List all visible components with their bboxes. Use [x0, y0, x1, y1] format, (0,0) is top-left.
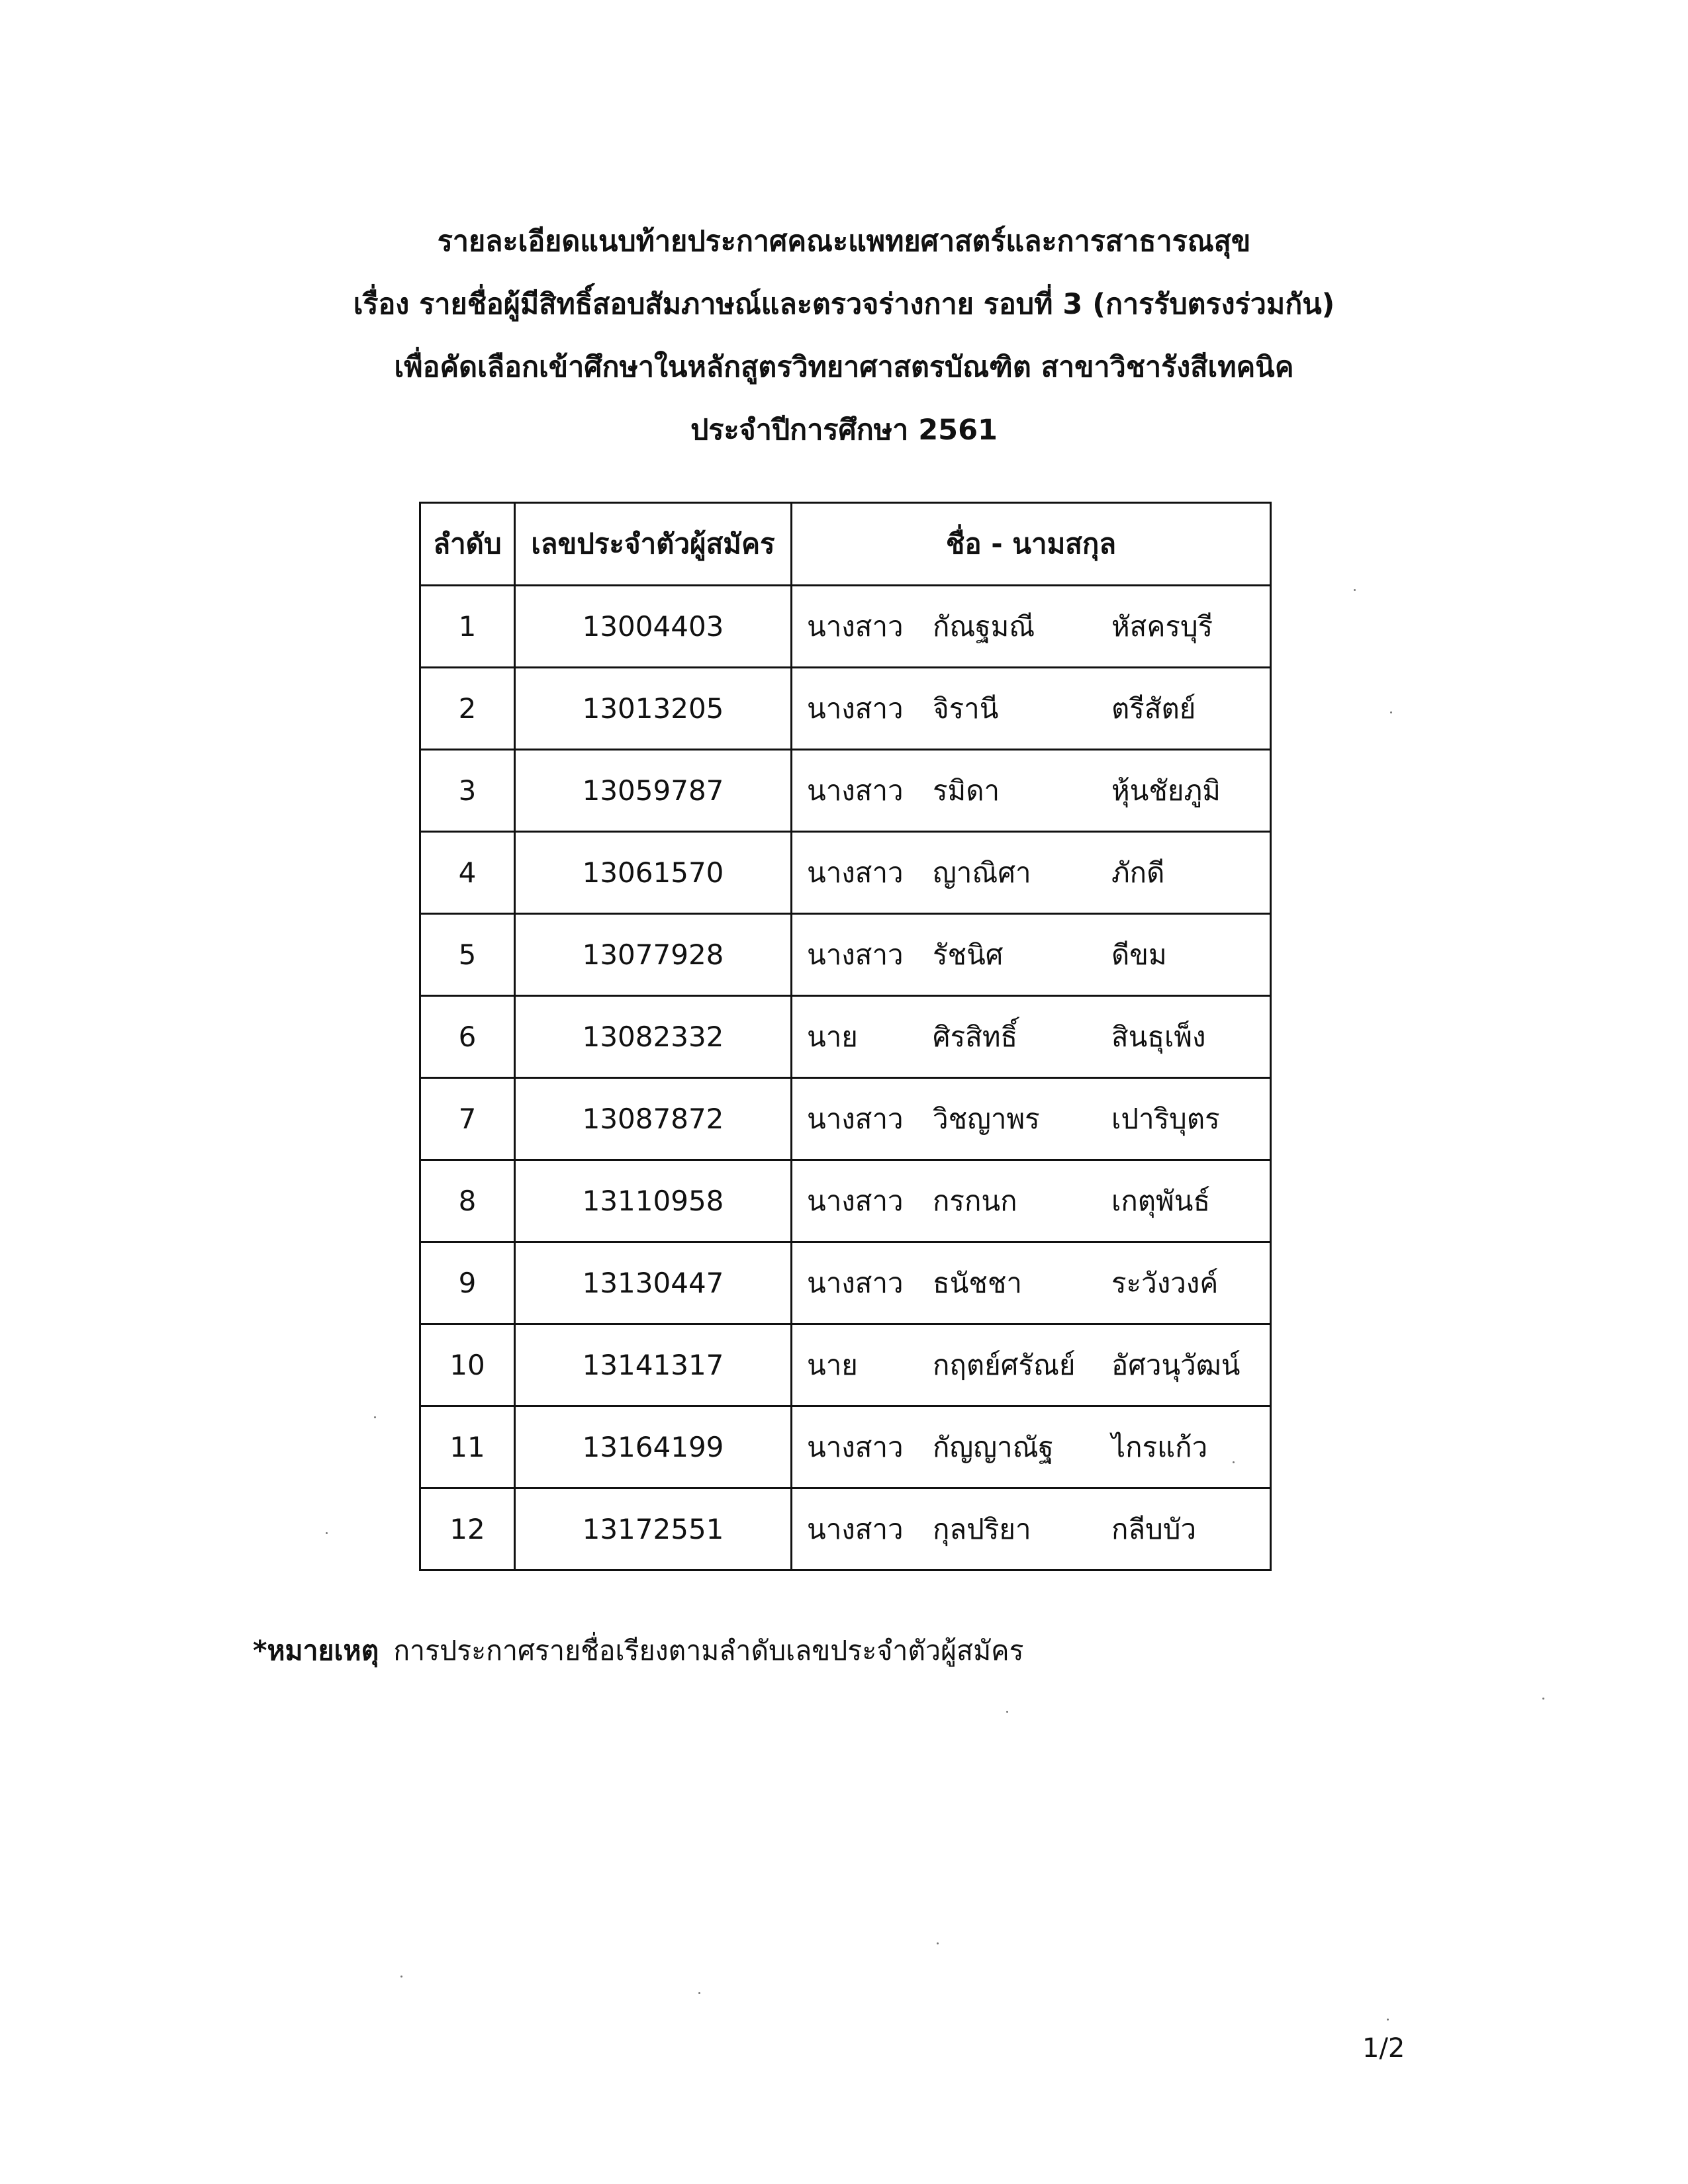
first-name: ศิรสิทธิ์: [933, 1020, 1018, 1053]
table-row: [420, 914, 1271, 996]
first-name: จิรานี: [933, 692, 999, 725]
table-row: [420, 668, 1271, 750]
first-name: ญาณิศา: [933, 856, 1031, 889]
row-applicant-id: 13130447: [515, 1242, 792, 1324]
row-order: 6: [420, 996, 515, 1078]
table-header-row: [420, 503, 1271, 586]
name-prefix: นางสาว: [807, 856, 904, 889]
last-name: ภักดี: [1111, 856, 1165, 889]
last-name: ตรีสัตย์: [1111, 692, 1196, 725]
row-name: [792, 914, 1271, 996]
table-row: [420, 1406, 1271, 1488]
document-heading: [0, 210, 1688, 462]
row-applicant-id: 13077928: [515, 914, 792, 996]
row-order: 2: [420, 668, 515, 750]
name-prefix: นางสาว: [807, 692, 904, 725]
row-name: [792, 750, 1271, 832]
scan-speck: [1387, 2019, 1389, 2021]
scan-speck: [326, 1532, 328, 1534]
name-prefix: นางสาว: [807, 1184, 904, 1217]
table-row: [420, 996, 1271, 1078]
table-row: [420, 1242, 1271, 1324]
table-row: [420, 1488, 1271, 1570]
first-name: กุลปริยา: [933, 1512, 1031, 1545]
first-name: รัชนิศ: [933, 938, 1004, 971]
row-applicant-id: 13110958: [515, 1160, 792, 1242]
scan-speck: [698, 1992, 700, 1994]
row-applicant-id: 13087872: [515, 1078, 792, 1160]
row-order: 4: [420, 832, 515, 914]
scan-speck: [1390, 711, 1392, 713]
first-name: รมิดา: [933, 774, 1000, 807]
table-row: [420, 832, 1271, 914]
name-prefix: นางสาว: [807, 610, 904, 643]
row-order: 5: [420, 914, 515, 996]
heading-line-3: เพื่อคัดเลือกเข้าศึกษาในหลักสูตรวิทยาศาสตรบัณฑิต สาขาวิชารังสีเทคนิค: [394, 351, 1294, 384]
last-name: กลีบบัว: [1111, 1512, 1197, 1545]
scan-speck: [937, 1942, 939, 1944]
name-prefix: นางสาว: [807, 1512, 904, 1545]
row-name: [792, 1406, 1271, 1488]
name-prefix: นาย: [807, 1348, 858, 1381]
row-order: 11: [420, 1406, 515, 1488]
name-prefix: นางสาว: [807, 1102, 904, 1135]
last-name: หัสครบุรี: [1111, 610, 1213, 643]
row-applicant-id: 13172551: [515, 1488, 792, 1570]
header-order: ลำดับ: [420, 503, 515, 586]
page-number: 1/2: [1362, 2033, 1405, 2064]
name-prefix: นาย: [807, 1020, 858, 1053]
candidate-table: [419, 502, 1272, 1571]
row-order: 7: [420, 1078, 515, 1160]
last-name: สินธุเพ็ง: [1111, 1020, 1206, 1053]
scan-speck: [1006, 1711, 1008, 1713]
table-row: [420, 1160, 1271, 1242]
heading-line-2: เรื่อง รายชื่อผู้มีสิทธิ์สอบสัมภาษณ์และตรวจร่างกาย รอบที่ 3 (การรับตรงร่วมกัน): [353, 288, 1335, 321]
header-name: ชื่อ - นามสกุล: [792, 503, 1271, 586]
table-row: [420, 750, 1271, 832]
scan-speck: [1354, 589, 1356, 591]
first-name: กรกนก: [933, 1184, 1017, 1217]
last-name: เปาริบุตร: [1111, 1102, 1220, 1135]
first-name: กัณฐมณี: [933, 610, 1035, 643]
last-name: ไกรแก้ว: [1111, 1430, 1208, 1463]
name-prefix: นางสาว: [807, 938, 904, 971]
first-name: ธนัชชา: [933, 1266, 1022, 1299]
row-applicant-id: 13061570: [515, 832, 792, 914]
last-name: อัศวนุวัฒน์: [1111, 1348, 1241, 1381]
last-name: หุ้นชัยภูมิ: [1111, 774, 1221, 807]
header-applicant-id: เลขประจำตัวผู้สมัคร: [515, 503, 792, 586]
first-name: วิชญาพร: [933, 1102, 1040, 1135]
row-applicant-id: 13141317: [515, 1324, 792, 1406]
row-name: [792, 1078, 1271, 1160]
row-name: [792, 586, 1271, 668]
name-prefix: นางสาว: [807, 1266, 904, 1299]
row-name: [792, 668, 1271, 750]
last-name: เกตุพันธ์: [1111, 1184, 1211, 1217]
name-prefix: นางสาว: [807, 1430, 904, 1463]
row-applicant-id: 13059787: [515, 750, 792, 832]
last-name: ระวังวงค์: [1111, 1266, 1219, 1299]
scan-speck: [1542, 1698, 1544, 1700]
heading-line-4: ประจำปีการศึกษา 2561: [690, 414, 998, 447]
footnote-text: การประกาศรายชื่อเรียงตามลำดับเลขประจำตัวผู้สมัคร: [393, 1635, 1024, 1666]
first-name: กฤตย์ศรัณย์: [933, 1348, 1076, 1381]
row-order: 3: [420, 750, 515, 832]
row-applicant-id: 13164199: [515, 1406, 792, 1488]
row-order: 1: [420, 586, 515, 668]
row-applicant-id: 13013205: [515, 668, 792, 750]
last-name: ดีขม: [1111, 938, 1167, 971]
table-row: [420, 586, 1271, 668]
heading-line-1: รายละเอียดแนบท้ายประกาศคณะแพทยศาสตร์และการสาธารณสุข: [437, 225, 1251, 258]
scan-speck: [400, 1976, 402, 1978]
footnote-label: *หมายเหตุ: [253, 1635, 379, 1666]
row-name: [792, 1324, 1271, 1406]
scan-speck: [1233, 1461, 1235, 1463]
row-name: [792, 832, 1271, 914]
table-row: [420, 1078, 1271, 1160]
row-applicant-id: 13004403: [515, 586, 792, 668]
first-name: กัญญาณัฐ: [933, 1430, 1054, 1463]
row-order: 10: [420, 1324, 515, 1406]
row-order: 8: [420, 1160, 515, 1242]
row-applicant-id: 13082332: [515, 996, 792, 1078]
row-name: [792, 1488, 1271, 1570]
table-row: [420, 1324, 1271, 1406]
scan-speck: [374, 1416, 376, 1418]
row-name: [792, 1242, 1271, 1324]
row-order: 12: [420, 1488, 515, 1570]
footnote: [253, 1629, 1024, 1672]
row-name: [792, 996, 1271, 1078]
row-order: 9: [420, 1242, 515, 1324]
row-name: [792, 1160, 1271, 1242]
name-prefix: นางสาว: [807, 774, 904, 807]
